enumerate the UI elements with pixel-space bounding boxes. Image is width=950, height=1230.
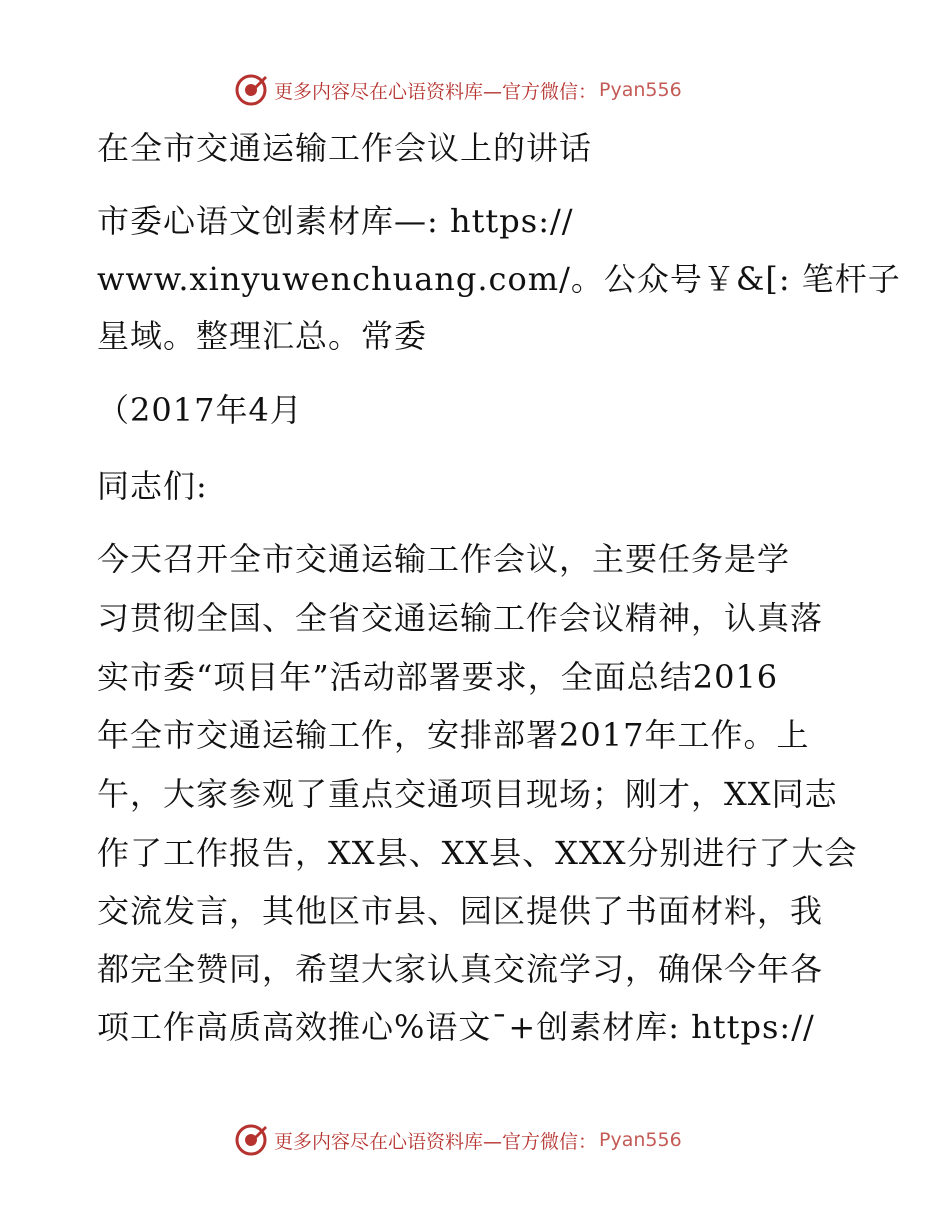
- document-line: 习贯彻全国、全省交通运输工作会议精神，认真落: [97, 599, 824, 637]
- document-line: 午，大家参观了重点交通项目现场；刚才，XX同志: [97, 775, 838, 813]
- document-line: 同志们:: [97, 467, 208, 505]
- document-line: 年全市交通运输工作，安排部署2017年工作。上: [97, 716, 810, 754]
- watermark-footer: [234, 1122, 682, 1158]
- document-line: 今天召开全市交通运输工作会议，主要任务是学: [97, 540, 791, 578]
- document-line: 实市委“项目年”活动部署要求，全面总结2016: [97, 658, 779, 696]
- pen-circle-logo-icon: [234, 1123, 268, 1157]
- document-line: 项工作高质高效推心%语文¯+创素材库: https://: [97, 1008, 815, 1046]
- document-line: 星域。整理汇总。常委: [97, 317, 428, 355]
- document-line: 都完全赞同，希望大家认真交流学习，确保今年各: [97, 950, 824, 988]
- watermark-text: 更多内容尽在心语资料库—官方微信：: [274, 80, 598, 103]
- document-line: 作了工作报告，XX县、XX县、XXX分别进行了大会: [97, 834, 858, 872]
- document-line: 交流发言，其他区市县、园区提供了书面材料，我: [97, 892, 824, 930]
- document-line: www.xinyuwenchuang.com/。公众号￥&[: 笔杆子: [97, 260, 901, 298]
- watermark-wechat-id: Pyan556: [599, 79, 682, 101]
- watermark-text: 更多内容尽在心语资料库—官方微信：: [274, 1130, 598, 1153]
- document-line: （2017年4月: [97, 391, 303, 429]
- document-line: 市委心语文创素材库—: https://: [97, 202, 574, 240]
- watermark-wechat-id: Pyan556: [599, 1129, 682, 1151]
- document-title: 在全市交通运输工作会议上的讲话: [97, 129, 593, 167]
